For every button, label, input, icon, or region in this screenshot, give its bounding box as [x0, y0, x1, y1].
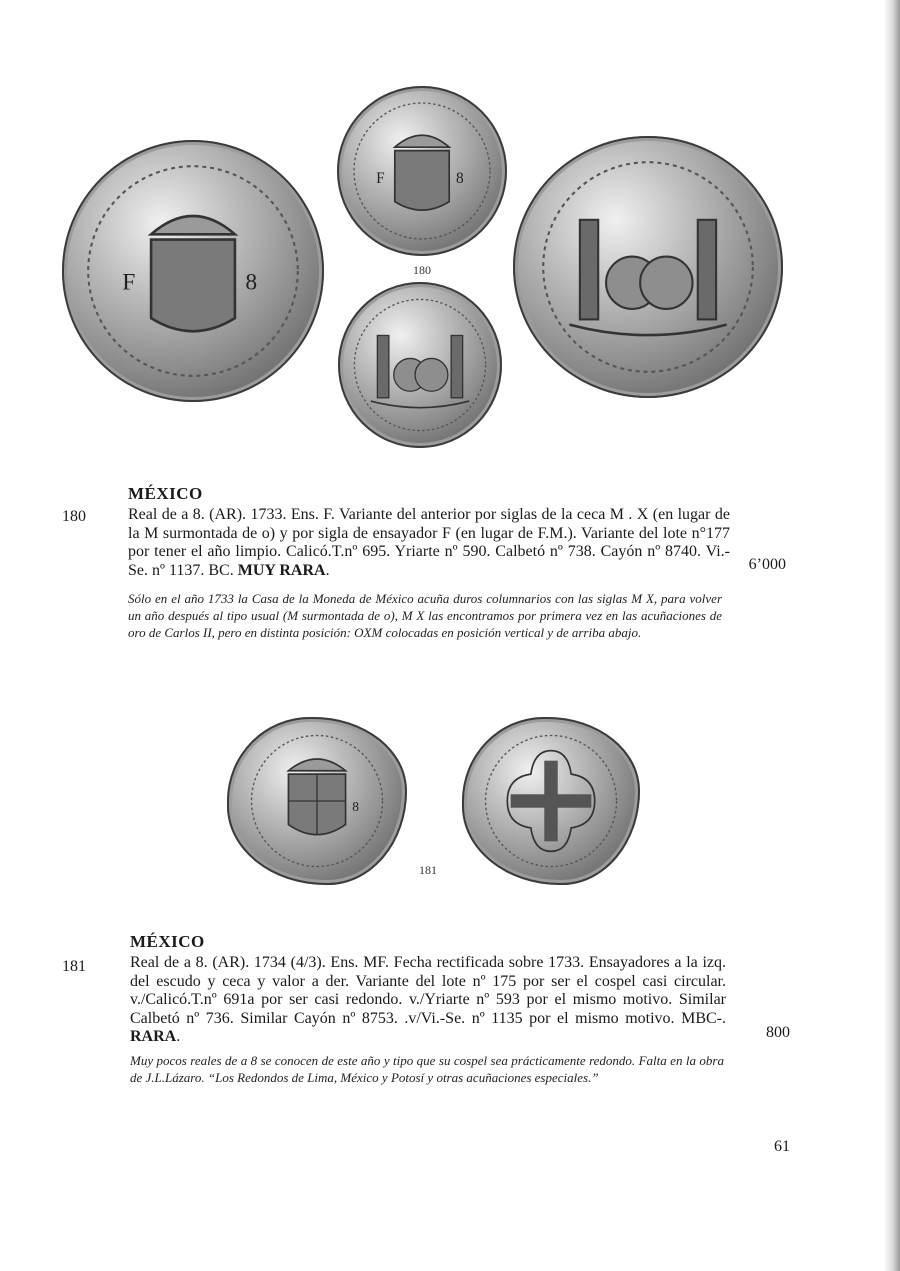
- svg-text:8: 8: [456, 169, 464, 187]
- coin-181-reverse: [462, 717, 640, 885]
- lot-181-number: 181: [62, 958, 86, 975]
- coin-180-obverse-small: [337, 86, 507, 256]
- lot-180-price: 6’000: [748, 556, 786, 573]
- lot-181-price: 800: [766, 1024, 790, 1041]
- lot-180-heading: MÉXICO: [128, 484, 203, 503]
- lot-181-rarity-tail: .: [176, 1028, 181, 1045]
- lot-180-description: [128, 506, 730, 580]
- lot-181-heading: MÉXICO: [130, 932, 205, 951]
- lot-180-note: Sólo en el año 1733 la Casa de la Moneda de México acuña duros columnarios con las siglas M X, para volver un año después al tipo usual (M surmontada de o), M X las encontramos por primera vez en las acuñaciones de oro de Carlos II, pero en distinta posición: OXM colocadas en posición vertical y de arriba abajo.: [128, 591, 722, 640]
- svg-text:F: F: [376, 169, 385, 187]
- lot-180-description-text: Real de a 8. (AR). 1733. Ens. F. Variante del anterior por siglas de la ceca M . X (en lugar de la M surmontada de o) y por sigla de ensayador F (en lugar de F.M.). Variante del lote n°177 por tener el año limpio. Calicó.T.nº 695. Yriarte nº 590. Calbetó nº 738. Cayón nº 8740. Vi.-Se. nº 1137. BC.: [128, 506, 730, 579]
- coin-180-reverse-large: [513, 136, 783, 398]
- lot-180-number: 180: [62, 508, 86, 525]
- svg-text:8: 8: [245, 269, 258, 296]
- lot-181-description: [130, 954, 726, 1047]
- coin-180-reverse-small: [338, 282, 502, 448]
- lot-181-rarity: RARA: [130, 1028, 177, 1045]
- image-caption-181: 181: [419, 863, 437, 877]
- svg-text:F: F: [122, 269, 136, 296]
- svg-text:8: 8: [352, 799, 359, 815]
- lot-181-description-text: Real de a 8. (AR). 1734 (4/3). Ens. MF. Fecha rectificada sobre 1733. Ensayadores a la izq. del escudo y ceca y valor a der. Variante del lote nº 175 por ser el cospel casi circular. v./Calicó.T.nº 691a por ser casi redondo. v./Yriarte nº 593 por el mismo motivo. Similar Calbetó nº 736. Similar Cayón nº 8753. .v/Vi.-Se. nº 1135 por el mismo motivo. MBC-.: [130, 954, 726, 1027]
- lot-180-rarity: MUY RARA: [237, 561, 326, 579]
- lot-180-rarity-tail: .: [325, 561, 330, 579]
- page-number: 61: [774, 1138, 790, 1155]
- coin-180-obverse-large: [62, 140, 324, 402]
- image-caption-180: 180: [413, 263, 431, 277]
- book-spine-shadow: [884, 0, 900, 1271]
- coin-181-obverse: [227, 717, 407, 885]
- lot-181-note: Muy pocos reales de a 8 se conocen de este año y tipo que su cospel sea prácticamente redondo. Falta en la obra de J.L.Lázaro. “Los Redondos de Lima, México y Potosí y otras acuñaciones especiales.”: [130, 1053, 724, 1085]
